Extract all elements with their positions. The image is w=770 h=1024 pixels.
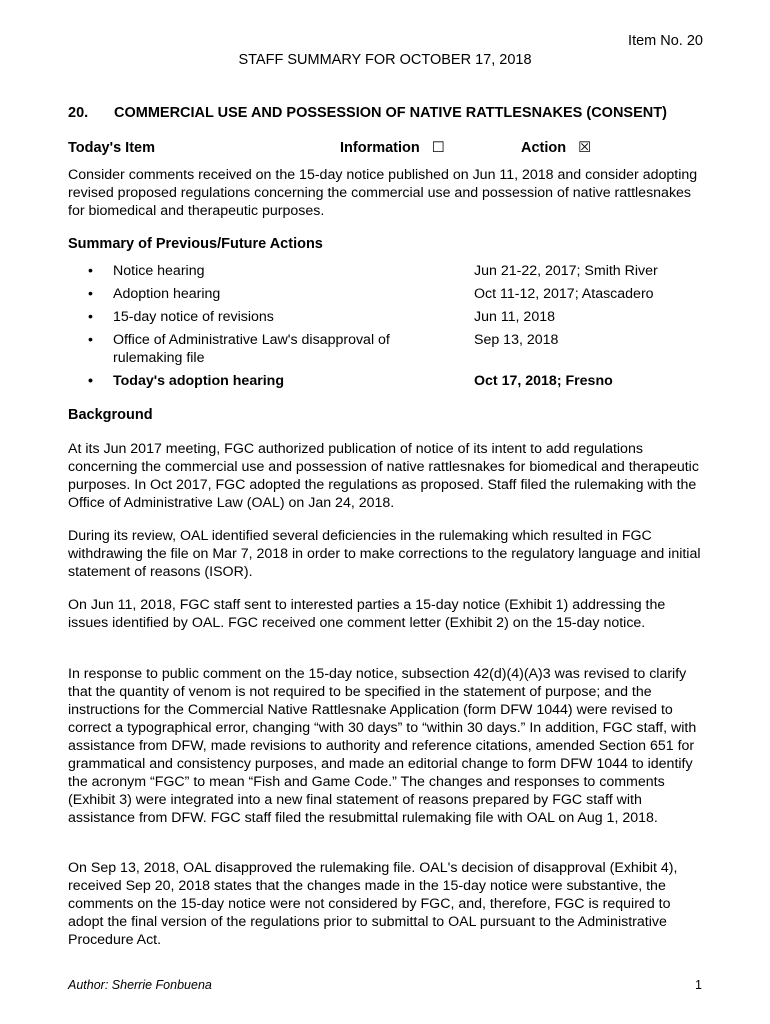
action-date: Oct 11-12, 2017; Atascadero: [474, 286, 654, 302]
footer-author: Author: Sherrie Fonbuena: [68, 978, 212, 992]
action-checkbox: ☒: [578, 140, 592, 156]
background-paragraph-3: On Jun 11, 2018, FGC staff sent to interested parties a 15-day notice (Exhibit 1) addressing the issues identified by OAL. FGC received one comment letter (Exhibit 2) on the 15-day notice.: [68, 597, 666, 631]
todays-item-description: Consider comments received on the 15-day notice published on Jun 11, 2018 and consider adopting revised proposed regulations concerning the commercial use and possession of native rattlesnakes for biomedical and therapeutic purposes.: [68, 167, 698, 219]
action-label: Action: [521, 140, 567, 156]
action-label: 15-day notice of revisions: [113, 309, 274, 325]
background-heading: Background: [68, 407, 153, 423]
agenda-number: 20.: [68, 105, 89, 121]
action-label: Notice hearing: [113, 263, 205, 279]
page-number: 1: [695, 978, 702, 992]
action-label: Adoption hearing: [113, 286, 221, 302]
list-item: [88, 308, 708, 326]
bullet: •: [88, 263, 93, 279]
summary-actions-list: [88, 262, 708, 395]
action-label: Office of Administrative Law's disapproval of rulemaking file: [113, 332, 390, 366]
list-item: [88, 372, 708, 390]
summary-heading: Summary of Previous/Future Actions: [68, 236, 323, 252]
item-number: Item No. 20: [628, 33, 703, 49]
action-option: [521, 140, 591, 156]
information-checkbox: ☐: [431, 140, 445, 156]
bullet: •: [88, 373, 93, 389]
todays-item-label: Today's Item: [68, 140, 155, 156]
action-label: Today's adoption hearing: [113, 373, 285, 389]
list-item: [88, 285, 708, 303]
background-paragraph-1: At its Jun 2017 meeting, FGC authorized publication of notice of its intent to add regulations concerning the commercial use and possession of native rattlesnakes for biomedical and therapeutic purposes. In Oct 2017, FGC adopted the regulations as proposed. Staff filed the rulemaking with the Office of Administrative Law (OAL) on Jan 24, 2018.: [68, 441, 699, 511]
bullet: •: [88, 286, 93, 302]
information-option: [340, 140, 445, 156]
document-title: STAFF SUMMARY FOR OCTOBER 17, 2018: [238, 52, 532, 68]
list-item: [88, 262, 708, 280]
action-date: Sep 13, 2018: [474, 332, 559, 348]
bullet: •: [88, 332, 93, 348]
background-paragraph-4: In response to public comment on the 15-day notice, subsection 42(d)(4)(A)3 was revised to clarify that the quantity of venom is not required to be specified in the statement of purpose; and the instructions for the Commercial Native Rattlesnake Application (form DFW 1044) were revised to correct a typographical error, changing “with 30 days” to “within 30 days.” In addition, FGC staff, with assistance from DFW, made revisions to authority and reference citations, amended Section 651 for grammatical and consistency purposes, and made an editorial change to form DFW 1044 to identify the acronym “FGC” to mean “Fish and Game Code.” The changes and responses to comments (Exhibit 3) were integrated into a new final statement of reasons prepared by FGC staff with assistance from DFW. FGC staff filed the resubmittal rulemaking file with OAL on Aug 1, 2018.: [68, 666, 697, 826]
action-date: Oct 17, 2018; Fresno: [474, 373, 613, 389]
agenda-title: COMMERCIAL USE AND POSSESSION OF NATIVE RATTLESNAKES (CONSENT): [114, 105, 667, 121]
bullet: •: [88, 309, 93, 325]
background-paragraph-2: During its review, OAL identified several deficiencies in the rulemaking which resulted in FGC withdrawing the file on Mar 7, 2018 in order to make corrections to the regulatory language and initial statement of reasons (ISOR).: [68, 528, 701, 580]
agenda-heading: [68, 105, 667, 121]
action-date: Jun 21-22, 2017; Smith River: [474, 263, 658, 279]
background-paragraph-5: On Sep 13, 2018, OAL disapproved the rulemaking file. OAL's decision of disapproval (Exhibit 4), received Sep 20, 2018 states that the changes made in the 15-day notice were substantive, the comments on the 15-day notice were not considered by FGC, and, therefore, FGC is required to adopt the final version of the regulations prior to submittal to OAL pursuant to the Administrative Procedure Act.: [68, 860, 678, 948]
todays-item-row: [68, 140, 708, 160]
action-date: Jun 11, 2018: [474, 309, 555, 325]
information-label: Information: [340, 140, 420, 156]
list-item: [88, 331, 708, 367]
